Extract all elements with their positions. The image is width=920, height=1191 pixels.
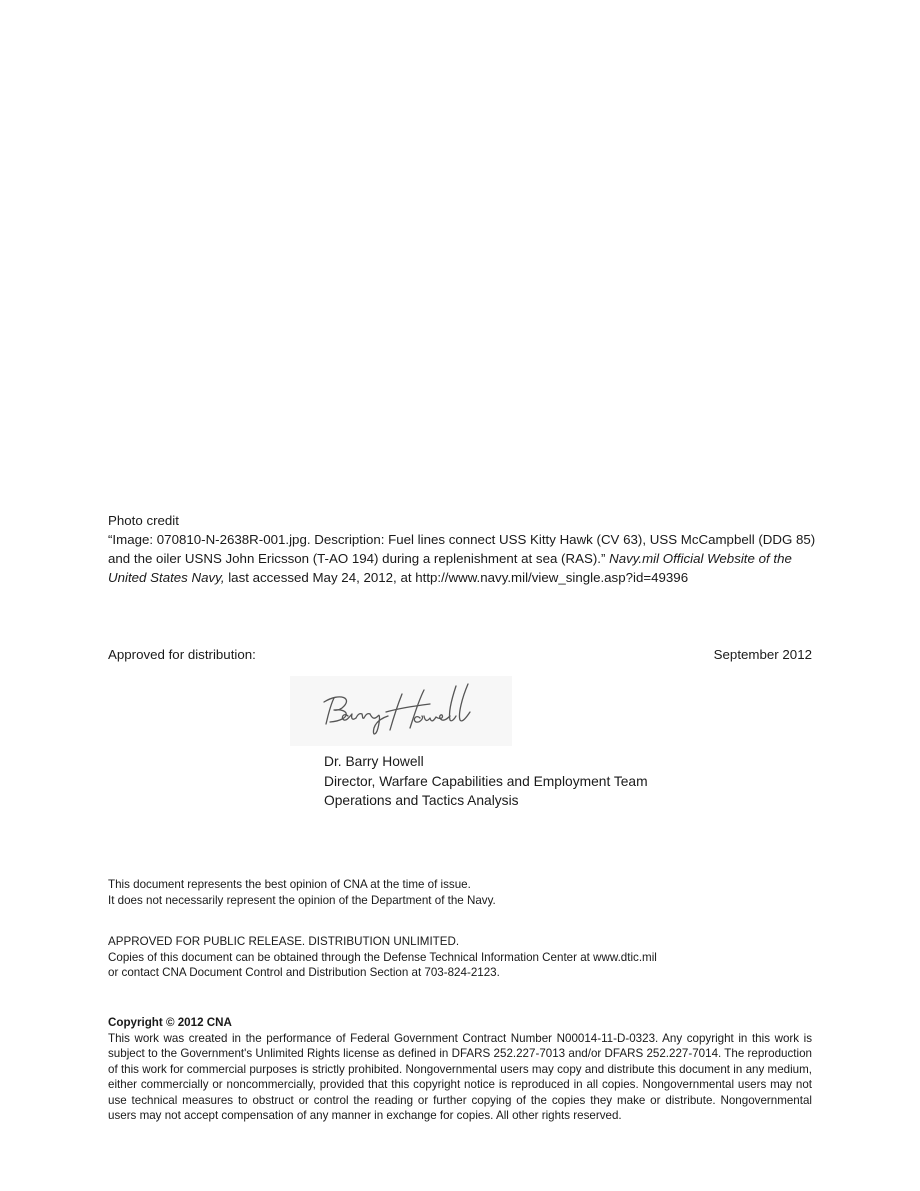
photo-credit-heading: Photo credit	[108, 513, 179, 528]
handwritten-signature	[290, 676, 512, 746]
photo-credit-description: “Image: 070810-N-2638R-001.jpg. Description: Fuel lines connect USS Kitty Hawk (CV 63), USS McCampbell (DDG 85) and the oiler USNS John Ericsson (T-AO 194) during a replenishment at sea (RAS).”	[108, 532, 816, 566]
photo-credit-access: last accessed May 24, 2012, at http://www.navy.mil/view_single.asp?id=49396	[224, 570, 689, 585]
disclaimer-line-2: It does not necessarily represent the opinion of the Department of the Navy.	[108, 893, 496, 907]
contract-number: N00014-11-D-0323	[556, 1031, 656, 1045]
photo-credit-text	[108, 530, 820, 587]
release-statement: APPROVED FOR PUBLIC RELEASE. DISTRIBUTION UNLIMITED.	[108, 935, 460, 948]
copyright-text	[108, 1031, 812, 1124]
photo-credit-source: Navy.mil Official Website of the United States Navy,	[108, 551, 792, 585]
signatory-name: Dr. Barry Howell	[324, 754, 424, 769]
signatory-organization: Operations and Tactics Analysis	[324, 793, 519, 808]
copyright-section	[108, 1015, 812, 1124]
signatory-block	[324, 752, 648, 811]
disclaimer-section	[108, 877, 496, 908]
signature-image	[290, 676, 512, 746]
copyright-text-rest: . Any copyright in this work is subject to the Government's Unlimited Rights license as defined in DFARS 252.227-7013 and/or DFARS 252.227-7014. The reproduction of this work for commercial purposes is strictly prohibited. Nongovernmental users may copy and distribute this document in any medium, either commercially or noncommercially, provided that this copyright notice is reproduced in all copies. Nongovernmental users may not use technical measures to obstruct or control the reading or further copying of the copies they make or distribute. Nongovernmental users may not accept compensation of any manner in exchange for copies. All other rights reserved.	[108, 1031, 812, 1122]
release-contact-line: or contact CNA Document Control and Distribution Section at 703-824-2123.	[108, 966, 500, 979]
photo-credit-section	[108, 511, 820, 587]
signatory-title: Director, Warfare Capabilities and Employment Team	[324, 773, 648, 789]
copyright-text-start: This work was created in the performance of Federal Government Contract Number	[108, 1031, 557, 1045]
disclaimer-line-1: This document represents the best opinion of CNA at the time of issue.	[108, 878, 471, 891]
release-copies-line: Copies of this document can be obtained through the Defense Technical Information Center at www.dtic.mil	[108, 950, 657, 964]
copyright-heading: Copyright © 2012 CNA	[108, 1016, 232, 1029]
approval-label: Approved for distribution:	[108, 647, 256, 662]
release-section	[108, 934, 657, 981]
approval-date: September 2012	[713, 647, 812, 662]
